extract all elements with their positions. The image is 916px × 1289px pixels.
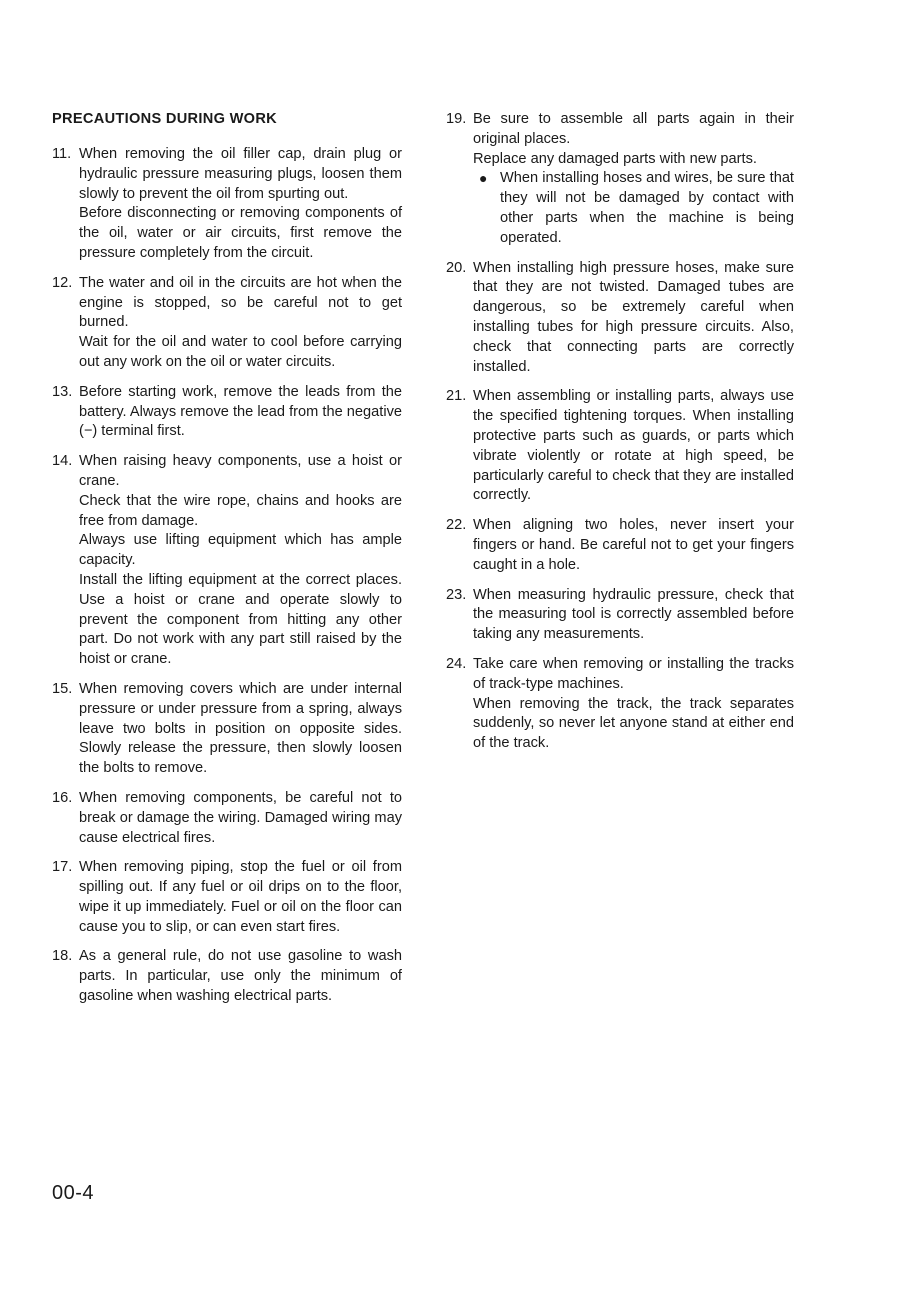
item-number: 21. bbox=[446, 388, 467, 405]
precaution-item-11 bbox=[52, 145, 402, 264]
item-paragraph: Be sure to assemble all parts again in their original places. bbox=[473, 111, 794, 147]
bullet-point bbox=[473, 169, 794, 248]
item-paragraph: When measuring hydraulic pressure, check that the measuring tool is correctly assembled before taking any measurements. bbox=[473, 586, 794, 643]
precaution-item-16 bbox=[52, 789, 402, 848]
right-column bbox=[446, 110, 794, 764]
precaution-item-24 bbox=[446, 655, 794, 754]
precaution-item-22 bbox=[446, 516, 794, 575]
item-number: 17. bbox=[52, 859, 73, 876]
section-heading: PRECAUTIONS DURING WORK bbox=[52, 111, 277, 127]
bullet-text: When installing hoses and wires, be sure that they will not be damaged by contact with other parts when the machine is being operated. bbox=[500, 170, 794, 246]
item-paragraph: When installing high pressure hoses, make sure that they are not twisted. Damaged tubes are dangerous, so be extremely careful when installing tubes for high pressure circuits. Also, check that connecting parts are correctly installed. bbox=[473, 259, 794, 375]
precaution-item-19 bbox=[446, 110, 794, 249]
item-number: 23. bbox=[446, 586, 467, 603]
item-paragraph: Check that the wire rope, chains and hooks are free from damage. bbox=[79, 492, 402, 529]
bullet-dot-icon: ● bbox=[479, 170, 488, 187]
precaution-item-18 bbox=[52, 947, 402, 1006]
item-paragraph: When removing piping, stop the fuel or oil from spilling out. If any fuel or oil drips on to the floor, wipe it up immediately. Fuel or oil on the floor can cause you to slip, or can even start fires. bbox=[79, 859, 402, 935]
item-paragraph: As a general rule, do not use gasoline to wash parts. In particular, use only the minimum of gasoline when washing electrical parts. bbox=[79, 948, 402, 1005]
item-number: 13. bbox=[52, 383, 73, 400]
left-column bbox=[52, 110, 402, 1017]
precaution-item-12 bbox=[52, 274, 402, 373]
item-number: 15. bbox=[52, 680, 73, 697]
precaution-item-23 bbox=[446, 586, 794, 645]
item-number: 12. bbox=[52, 274, 73, 291]
item-paragraph: When removing covers which are under internal pressure or under pressure from a spring, always leave two bolts in position on opposite sides. Slowly release the pressure, then slowly loosen the bolts to remove. bbox=[79, 680, 402, 777]
item-number: 14. bbox=[52, 453, 73, 470]
item-number: 22. bbox=[446, 517, 467, 534]
item-number: 19. bbox=[446, 111, 467, 127]
item-number: 24. bbox=[446, 655, 467, 672]
item-number: 18. bbox=[52, 948, 73, 965]
precaution-item-21 bbox=[446, 387, 794, 506]
item-paragraph: When assembling or installing parts, always use the specified tightening torques. When installing protective parts such as guards, or parts which vibrate violently or rotate at high speed, be particularly careful to check that they are installed correctly. bbox=[473, 388, 794, 504]
item-paragraph: When aligning two holes, never insert your fingers or hand. Be careful not to get your fingers caught in a hole. bbox=[473, 517, 794, 573]
page-number: 00-4 bbox=[52, 1182, 95, 1204]
item-paragraph: Wait for the oil and water to cool before carrying out any work on the oil or water circuits. bbox=[79, 334, 402, 370]
item-paragraph: Replace any damaged parts with new parts. bbox=[473, 150, 757, 167]
item-paragraph: When raising heavy components, use a hoist or crane. bbox=[79, 453, 402, 489]
item-number: 11. bbox=[52, 146, 72, 162]
item-paragraph: Always use lifting equipment which has ample capacity. bbox=[79, 532, 402, 569]
precaution-item-13 bbox=[52, 383, 402, 442]
item-number: 20. bbox=[446, 259, 467, 276]
item-paragraph: Before disconnecting or removing components of the oil, water or air circuits, first remove the pressure completely from the circuit. bbox=[79, 205, 402, 261]
precaution-item-15 bbox=[52, 680, 402, 779]
precaution-item-20 bbox=[446, 259, 794, 378]
item-paragraph: The water and oil in the circuits are hot when the engine is stopped, so be careful not to get burned. bbox=[79, 274, 402, 331]
item-number: 16. bbox=[52, 789, 73, 806]
item-paragraph: When removing components, be careful not to break or damage the wiring. Damaged wiring may cause electrical fires. bbox=[79, 789, 402, 846]
item-paragraph: When removing the oil filler cap, drain plug or hydraulic pressure measuring plugs, loosen them slowly to prevent the oil from spurting out. bbox=[79, 146, 402, 202]
item-paragraph: Before starting work, remove the leads from the battery. Always remove the lead from the negative (−) terminal first. bbox=[79, 383, 402, 440]
item-paragraph: Take care when removing or installing the tracks of track-type machines. bbox=[473, 655, 794, 692]
item-paragraph: When removing the track, the track separates suddenly, so never let anyone stand at either end of the track. bbox=[473, 695, 794, 752]
precaution-item-17 bbox=[52, 858, 402, 937]
item-paragraph: Install the lifting equipment at the correct places. Use a hoist or crane and operate slowly to prevent the component from hitting any other part. Do not work with any part still raised by the hoist or crane. bbox=[79, 571, 402, 668]
precaution-item-14 bbox=[52, 452, 402, 670]
